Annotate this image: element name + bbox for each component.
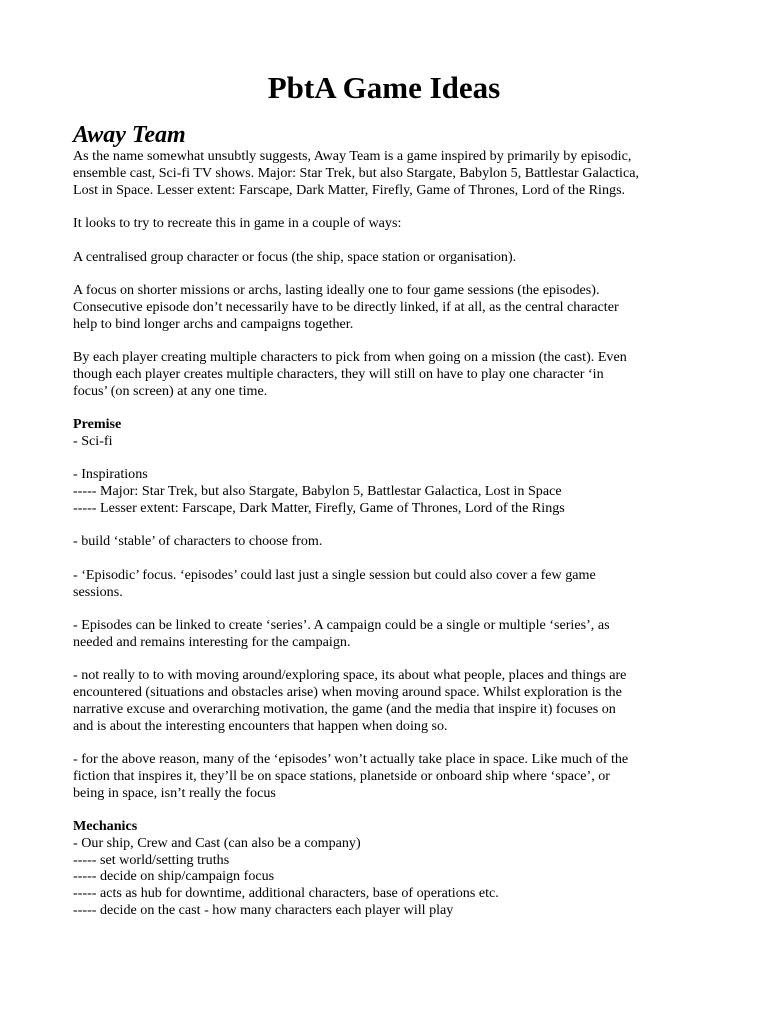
blank-line: [73, 232, 703, 249]
text-line: sessions.: [73, 583, 123, 600]
text-line: fiction that inspires it, they’ll be on space stations, planetside or onboard ship where ‘space’, or: [73, 767, 610, 784]
text-line: ----- Lesser extent: Farscape, Dark Matter, Firefly, Game of Thrones, Lord of the Rings: [73, 499, 565, 516]
text-line: - Our ship, Crew and Cast (can also be a company): [73, 834, 361, 851]
text-line: - build ‘stable’ of characters to choose from.: [73, 533, 323, 550]
blank-line: [73, 550, 703, 567]
blank-line: [73, 517, 703, 534]
text-line: A focus on shorter missions or archs, lasting ideally one to four game sessions (the episodes).: [73, 282, 600, 298]
blank-line: [73, 450, 703, 467]
blank-line: [73, 265, 703, 282]
text-line: ensemble cast, Sci-fi TV shows. Major: Star Trek, but also Stargate, Babylon 5, Battlestar Galactica,: [73, 164, 639, 181]
text-line: being in space, isn’t really the focus: [73, 784, 276, 801]
text-line: By each player creating multiple characters to pick from when going on a mission (the cast). Even: [73, 349, 627, 365]
document-title: PbtA Game Ideas: [267, 70, 501, 105]
text-line: ----- decide on the cast - how many characters each player will play: [73, 901, 454, 918]
blank-line: [73, 801, 703, 818]
text-line: and is about the interesting encounters that happen when doing so.: [73, 717, 448, 734]
text-line: ----- Major: Star Trek, but also Stargate, Babylon 5, Battlestar Galactica, Lost in Space: [73, 483, 562, 499]
text-line: ----- set world/setting truths: [73, 851, 230, 868]
text-line: As the name somewhat unsubtly suggests, Away Team is a game inspired by primarily by episodic,: [73, 148, 632, 164]
text-line: It looks to try to recreate this in game in a couple of ways:: [73, 215, 402, 231]
intro-text: [73, 148, 703, 416]
blank-line: [73, 734, 703, 751]
mechanics-heading: Mechanics: [73, 818, 138, 834]
premise-text: [73, 433, 703, 818]
section-heading: Away Team: [73, 122, 186, 148]
text-line: help to bind longer archs and campaigns together.: [73, 315, 354, 332]
text-line: Consecutive episode don’t necessarily have to be directly linked, if at all, as the central character: [73, 298, 619, 315]
text-line: ----- acts as hub for downtime, additional characters, base of operations etc.: [73, 885, 499, 901]
text-line: - not really to to with moving around/exploring space, its about what people, places and things are: [73, 667, 627, 684]
mechanics-text: [73, 835, 703, 919]
text-line: ----- decide on ship/campaign focus: [73, 868, 275, 885]
document-page: [73, 70, 703, 919]
text-line: encountered (situations and obstacles arise) when moving around space. Whilst exploration is the: [73, 684, 622, 700]
text-line: narrative excuse and overarching motivation, the game (and the media that inspire it) focuses on: [73, 700, 616, 717]
blank-line: [73, 198, 703, 215]
blank-line: [73, 600, 703, 617]
text-line: A centralised group character or focus (the ship, space station or organisation).: [73, 248, 517, 265]
premise-heading: Premise: [73, 416, 122, 432]
text-line: - Sci-fi: [73, 432, 113, 449]
text-line: - for the above reason, many of the ‘episodes’ won’t actually take place in space. Like much of the: [73, 751, 629, 767]
blank-line: [73, 399, 703, 416]
blank-line: [73, 651, 703, 668]
text-line: Lost in Space. Lesser extent: Farscape, Dark Matter, Firefly, Game of Thrones, Lord of the Rings.: [73, 181, 626, 198]
text-line: - Inspirations: [73, 466, 148, 483]
text-line: needed and remains interesting for the campaign.: [73, 633, 351, 650]
text-line: - Episodes can be linked to create ‘series’. A campaign could be a single or multiple ‘series’, as: [73, 617, 610, 633]
text-line: - ‘Episodic’ focus. ‘episodes’ could last just a single session but could also cover a few game: [73, 566, 596, 583]
blank-line: [73, 332, 703, 349]
text-line: focus’ (on screen) at any one time.: [73, 382, 268, 399]
text-line: though each player creates multiple characters, they will still on have to play one character ‘in: [73, 365, 604, 382]
